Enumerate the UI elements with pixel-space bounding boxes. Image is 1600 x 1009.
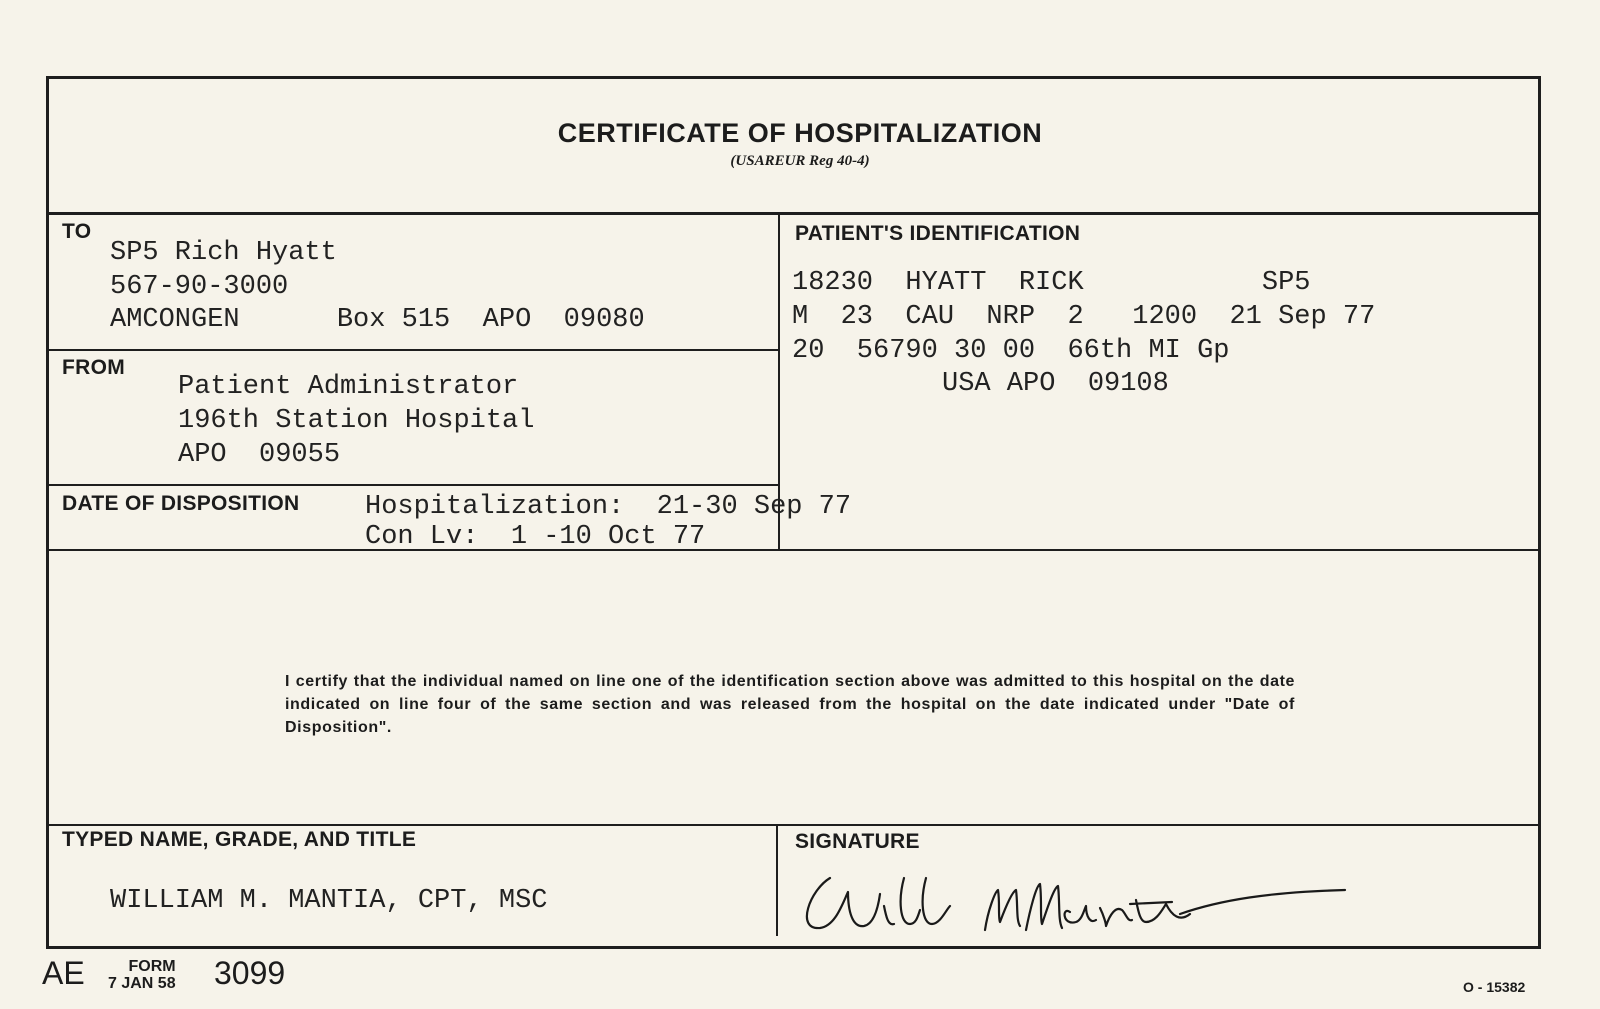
footer-form-info	[108, 958, 176, 992]
from-label: FROM	[62, 356, 126, 379]
from-line-3: APO 09055	[178, 440, 341, 470]
patient-id-line-2: M 23 CAU NRP 2 1200 21 Sep 77	[792, 302, 1376, 332]
signature-divider	[776, 826, 778, 936]
footer-form-word: FORM	[128, 958, 176, 975]
certification-text: I certify that the individual named on line one of the identification section above was admitted to this hospital on the date indicated on line four of the same section and was released from the hospital on the date indicated under "Date of Disposition".	[285, 673, 1295, 736]
form-subtitle: (USAREUR Reg 40-4)	[730, 153, 870, 169]
typed-name-label: TYPED NAME, GRADE, AND TITLE	[62, 828, 417, 851]
handwritten-signature	[800, 870, 1360, 940]
patient-id-line-1: 18230 HYATT RICK SP5	[792, 268, 1311, 298]
from-line-2: 196th Station Hospital	[178, 406, 535, 436]
upper-section-divider	[46, 549, 1541, 551]
to-from-divider	[46, 349, 779, 351]
disposition-line-1: Hospitalization: 21-30 Sep 77	[365, 492, 852, 522]
footer-form-date: 7 JAN 58	[108, 975, 176, 992]
from-disposition-divider	[46, 484, 779, 486]
disposition-label: DATE OF DISPOSITION	[62, 492, 300, 515]
to-line-3: AMCONGEN Box 515 APO 09080	[110, 305, 645, 335]
signature-label: SIGNATURE	[795, 830, 920, 853]
to-line-2: 567-90-3000	[110, 272, 289, 302]
footer-ae: AE	[42, 955, 85, 991]
disposition-line-2: Con Lv: 1 -10 Oct 77	[365, 522, 706, 552]
form-title: CERTIFICATE OF HOSPITALIZATION	[557, 118, 1043, 148]
to-label: TO	[62, 220, 92, 243]
from-line-1: Patient Administrator	[178, 372, 519, 402]
patient-id-line-4: USA APO 09108	[942, 369, 1169, 399]
header-divider	[46, 212, 1541, 215]
patient-id-label: PATIENT'S IDENTIFICATION	[795, 222, 1081, 245]
footer-form-number: 3099	[214, 955, 286, 991]
patient-id-line-3: 20 56790 30 00 66th MI Gp	[792, 336, 1230, 366]
footer-code: O - 15382	[1463, 979, 1526, 995]
signature-section-divider	[46, 824, 1541, 826]
to-line-1: SP5 Rich Hyatt	[110, 238, 337, 268]
typed-name-value: WILLIAM M. MANTIA, CPT, MSC	[110, 886, 548, 916]
